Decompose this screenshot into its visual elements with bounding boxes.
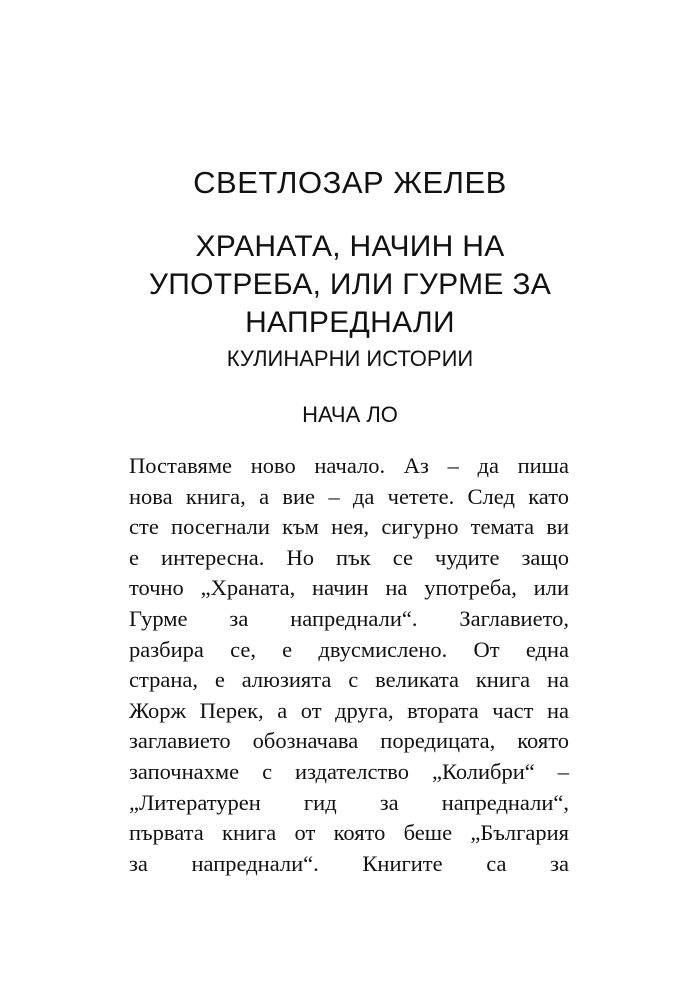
book-title-line: НАПРЕДНАЛИ <box>245 306 455 339</box>
body-line: за напреднали“. Книгите са за <box>129 850 569 876</box>
body-line: е интересна. Но пък се чудите защо <box>129 544 569 570</box>
book-title <box>0 228 700 342</box>
author-name: СВЕТЛОЗАР ЖЕЛЕВ <box>193 165 507 200</box>
chapter-heading: НАЧА ЛО <box>302 402 398 427</box>
body-line: заглавието обозначава поредицата, която <box>129 728 569 754</box>
body-line: точно „Храната, начин на употреба, или <box>129 575 569 601</box>
body-line: разбира се, е двусмислено. От една <box>129 636 569 662</box>
book-title-line: УПОТРЕБА, ИЛИ ГУРМЕ ЗА <box>148 268 552 301</box>
body-paragraph <box>129 451 569 879</box>
body-line: започнахме с издателство „Колибри“ – <box>129 758 569 784</box>
body-line: първата книга от която беше „България <box>129 820 569 846</box>
body-line: Поставяме ново начало. Аз – да пиша <box>129 453 569 478</box>
body-line: страна, е алюзията с великата книга на <box>129 667 569 693</box>
book-subtitle: КУЛИНАРНИ ИСТОРИИ <box>226 346 474 371</box>
body-line: „Литературен гид за напреднали“, <box>129 789 569 815</box>
book-title-line: ХРАНАТА, НАЧИН НА <box>195 230 505 263</box>
body-line: Жорж Перек, а от друга, втората част на <box>129 697 569 723</box>
body-line: сте посегнали към нея, сигурно темата ви <box>129 514 569 540</box>
body-line: Гурме за напреднали“. Заглавието, <box>129 605 569 631</box>
body-line: нова книга, а вие – да четете. След като <box>129 483 569 509</box>
